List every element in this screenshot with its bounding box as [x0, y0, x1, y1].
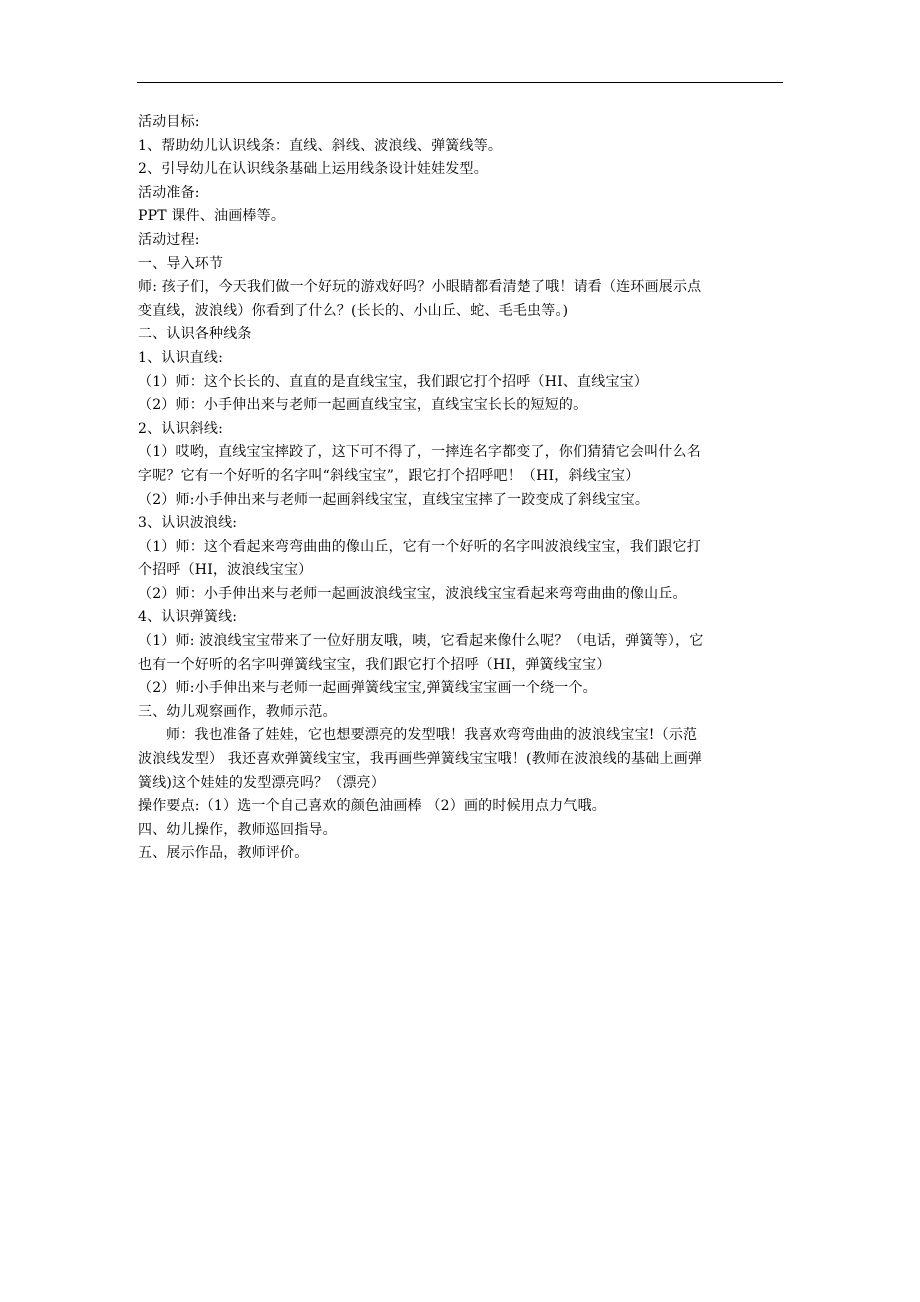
- section-heading-process: 活动过程:: [138, 231, 200, 248]
- paragraph-line: 字呢？它有一个好听的名字叫“斜线宝宝”，跟它打个招呼吧！（HI，斜线宝宝）: [138, 467, 640, 484]
- preparation-text: PPT 课件、油画棒等。: [138, 208, 286, 225]
- paragraph-line: 师：我也准备了娃娃，它也想要漂亮的发型哦！我喜欢弯弯曲曲的波浪线宝宝!（示范: [166, 727, 698, 744]
- paragraph-line: 也有一个好听的名字叫弹簧线宝宝，我们跟它打个招呼（HI，弹簧线宝宝）: [138, 656, 611, 673]
- paragraph-line: （1）师：这个看起来弯弯曲曲的像山丘，它有一个好听的名字叫波浪线宝宝，我们跟它打: [138, 538, 701, 555]
- document-body: [138, 111, 786, 866]
- goal-item-2: 2、引导幼儿在认识线条基础上运用线条设计娃娃发型。: [138, 161, 488, 178]
- paragraph-line: （2）师：小手伸出来与老师一起画直线宝宝，直线宝宝长长的短短的。: [138, 397, 588, 414]
- paragraph-line: 簧线)这个娃娃的发型漂亮吗？（漂亮）: [138, 774, 386, 791]
- subheading-wavy-line: 3、认识波浪线:: [138, 515, 238, 532]
- paragraph-line: （1）师：这个长长的、直直的是直线宝宝，我们跟它打个招呼（HI、直线宝宝）: [138, 373, 649, 390]
- subheading-spring-line: 4、认识弹簧线:: [138, 609, 238, 626]
- subheading-straight-line: 1、认识直线:: [138, 349, 224, 366]
- operation-key-points: 操作要点:（1）选一个自己喜欢的颜色油画棒 （2）画的时候用点力气哦。: [138, 798, 606, 815]
- paragraph-line: （2）师:小手伸出来与老师一起画斜线宝宝，直线宝宝摔了一跤变成了斜线宝宝。: [138, 491, 650, 508]
- section-heading-preparation: 活动准备:: [138, 184, 200, 201]
- paragraph-line: （1）哎哟，直线宝宝摔跤了，这下可不得了，一摔连名字都变了，你们猜猜它会叫什么名: [138, 444, 701, 461]
- step-heading-intro: 一、导入环节: [138, 255, 224, 272]
- paragraph-line: （1）师: 波浪线宝宝带来了一位好朋友哦，咦，它看起来像什么呢？（电话，弹簧等），它: [138, 633, 704, 650]
- paragraph-line: （2）师:小手伸出来与老师一起画弹簧线宝宝,弹簧线宝宝画一个绕一个。: [138, 680, 597, 697]
- step-heading-lines: 二、认识各种线条: [138, 326, 252, 343]
- step-heading-observe: 三、幼儿观察画作，教师示范。: [138, 703, 337, 720]
- header-rule: [137, 82, 783, 83]
- subheading-slanted-line: 2、认识斜线:: [138, 420, 224, 437]
- paragraph-line: 个招呼（HI，波浪线宝宝）: [138, 562, 313, 579]
- step-heading-practice: 四、幼儿操作，教师巡回指导。: [138, 821, 337, 838]
- paragraph-line: 变直线，波浪线）你看到了什么？(长长的、小山丘、蛇、毛毛虫等。): [138, 302, 569, 319]
- section-heading-goals: 活动目标:: [138, 114, 200, 130]
- step-heading-showcase: 五、展示作品，教师评价。: [138, 845, 309, 862]
- paragraph-line: 波浪线发型） 我还喜欢弹簧线宝宝，我再画些弹簧线宝宝哦！(教师在波浪线的基础上画弹: [138, 751, 703, 768]
- paragraph-line: 师: 孩子们，今天我们做一个好玩的游戏好吗？小眼睛都看清楚了哦！请看（连环画展示点: [138, 279, 702, 296]
- goal-item-1: 1、帮助幼儿认识线条：直线、斜线、波浪线、弹簧线等。: [138, 137, 503, 154]
- paragraph-line: （2）师：小手伸出来与老师一起画波浪线宝宝，波浪线宝宝看起来弯弯曲曲的像山丘。: [138, 585, 687, 602]
